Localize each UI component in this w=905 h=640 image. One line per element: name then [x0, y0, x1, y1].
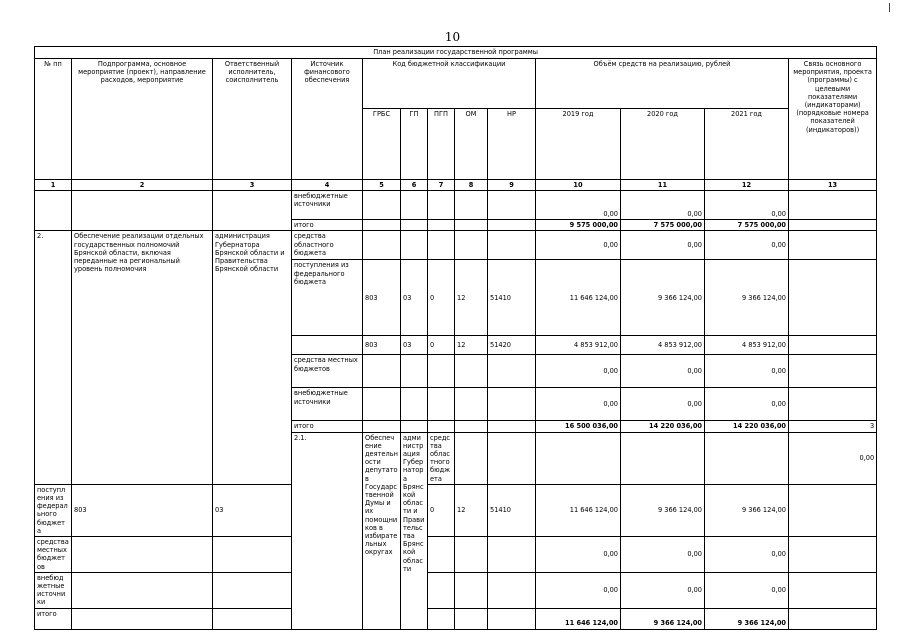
col-number: 13 [789, 180, 877, 191]
source-label: средства местных бюджетов [35, 537, 72, 573]
header-link: Связь основного мероприятия, проекта (программы) с целевыми показателями (индикаторами) (порядковые номера показателей (индикаторов)) [789, 59, 877, 180]
amount-2019: 16 500 036,00 [536, 421, 621, 432]
row-executor: администрация Губернатора Брянской области и Правительства Брянской области [213, 231, 292, 484]
code-gp: 03 [213, 484, 292, 536]
header-om: ОМ [455, 109, 488, 180]
table-row [35, 572, 877, 608]
row-number: 2. [35, 231, 72, 484]
source-label: средства областного бюджета [428, 432, 455, 484]
code-gp: 03 [401, 336, 428, 355]
code-nr: 51410 [488, 484, 536, 536]
amount-2020: 14 220 036,00 [621, 421, 705, 432]
header-nr: НР [488, 109, 536, 180]
amount-2020: 9 366 124,00 [621, 484, 705, 536]
row-executor: администрация Губернатора Брянской области и Правительства Брянской области [401, 432, 428, 629]
corner-mark [889, 3, 890, 12]
source-label: средства областного бюджета [292, 231, 363, 260]
header-budget-classification: Код бюджетной классификации [363, 59, 536, 109]
col-number: 11 [621, 180, 705, 191]
amount-2019: 0,00 [789, 432, 877, 484]
table-row [35, 537, 877, 573]
col-number: 6 [401, 180, 428, 191]
header-executor: Ответственный исполнитель, соисполнитель [213, 59, 292, 180]
amount-2019: 0,00 [536, 191, 621, 220]
amount-2020: 0,00 [621, 231, 705, 260]
col-number: 1 [35, 180, 72, 191]
table-row [35, 231, 877, 260]
col-number: 8 [455, 180, 488, 191]
source-label: внебюджетные источники [292, 388, 363, 421]
table-row [35, 608, 877, 629]
amount-2019: 0,00 [536, 231, 621, 260]
amount-2020: 9 366 124,00 [621, 608, 705, 629]
source-label: итого [292, 421, 363, 432]
amount-2019: 0,00 [536, 388, 621, 421]
amount-2019: 9 575 000,00 [536, 220, 621, 231]
code-om: 12 [455, 336, 488, 355]
col-number: 4 [292, 180, 363, 191]
header-gp: ГП [401, 109, 428, 180]
program-plan-table [34, 46, 877, 630]
header-2021: 2021 год [705, 109, 789, 180]
amount-2020: 0,00 [621, 537, 705, 573]
code-grbs: 803 [363, 336, 401, 355]
amount-2021: 0,00 [705, 355, 789, 388]
header-2020: 2020 год [621, 109, 705, 180]
header-grbs: ГРБС [363, 109, 401, 180]
header-num: № пп [35, 59, 72, 180]
indicator-link: 3 [789, 421, 877, 432]
source-label: итого [35, 608, 72, 629]
source-label: внебюджетные источники [35, 572, 72, 608]
amount-2021: 9 366 124,00 [705, 484, 789, 536]
code-om: 12 [455, 260, 488, 336]
amount-2020: 4 853 912,00 [621, 336, 705, 355]
code-grbs: 803 [72, 484, 213, 536]
amount-2019: 0,00 [536, 537, 621, 573]
row-name: Обеспечение реализации отдельных государственных полномочий Брянской области, включая переданные на региональный уровень полномочия [72, 231, 213, 484]
source-label: итого [292, 220, 363, 231]
col-number: 10 [536, 180, 621, 191]
amount-2021: 9 366 124,00 [705, 260, 789, 336]
header-pgp: ПГП [428, 109, 455, 180]
amount-2019: 4 853 912,00 [536, 336, 621, 355]
table-row [35, 484, 877, 536]
amount-2021: 0,00 [705, 231, 789, 260]
amount-2020: 0,00 [621, 191, 705, 220]
amount-2019: 11 646 124,00 [536, 608, 621, 629]
amount-2021: 14 220 036,00 [705, 421, 789, 432]
amount-2021: 0,00 [705, 537, 789, 573]
code-pgp: 0 [428, 484, 455, 536]
col-number: 2 [72, 180, 213, 191]
col-number: 7 [428, 180, 455, 191]
header-2019: 2019 год [536, 109, 621, 180]
table-row [35, 191, 877, 220]
header-amount: Объём средств на реализацию, рублей [536, 59, 789, 109]
code-grbs: 803 [363, 260, 401, 336]
amount-2020: 7 575 000,00 [621, 220, 705, 231]
amount-2021: 4 853 912,00 [705, 336, 789, 355]
source-label: средства местных бюджетов [292, 355, 363, 388]
source-label: внебюджетные источники [292, 191, 363, 220]
amount-2021: 0,00 [705, 191, 789, 220]
amount-2019: 11 646 124,00 [536, 484, 621, 536]
code-nr: 51420 [488, 336, 536, 355]
amount-2019: 0,00 [536, 355, 621, 388]
amount-2021: 7 575 000,00 [705, 220, 789, 231]
amount-2019: 0,00 [536, 572, 621, 608]
row-name: Обеспечение деятельности депутатов Государственной Думы и их помощников в избирательных округах [363, 432, 401, 629]
amount-2019: 11 646 124,00 [536, 260, 621, 336]
col-number: 3 [213, 180, 292, 191]
amount-2021: 0,00 [705, 572, 789, 608]
code-gp: 03 [401, 260, 428, 336]
amount-2020: 0,00 [621, 572, 705, 608]
source-label: поступления из федерального бюджета [35, 484, 72, 536]
table-title: План реализации государственной программы [35, 47, 877, 59]
code-om: 12 [455, 484, 488, 536]
code-nr: 51410 [488, 260, 536, 336]
amount-2020: 0,00 [621, 388, 705, 421]
amount-2021: 0,00 [705, 388, 789, 421]
amount-2020: 0,00 [621, 355, 705, 388]
amount-2021: 9 366 124,00 [705, 608, 789, 629]
amount-2020: 9 366 124,00 [621, 260, 705, 336]
header-subprogram: Подпрограмма, основное мероприятие (проект), направление расходов, мероприятие [72, 59, 213, 180]
page-number: 10 [444, 30, 461, 44]
header-source: Источник финансового обеспечения [292, 59, 363, 180]
col-number: 12 [705, 180, 789, 191]
code-pgp: 0 [428, 336, 455, 355]
source-label: поступления из федерального бюджета [292, 260, 363, 336]
col-number: 5 [363, 180, 401, 191]
code-pgp: 0 [428, 260, 455, 336]
row-number: 2.1. [292, 432, 363, 629]
col-number: 9 [488, 180, 536, 191]
